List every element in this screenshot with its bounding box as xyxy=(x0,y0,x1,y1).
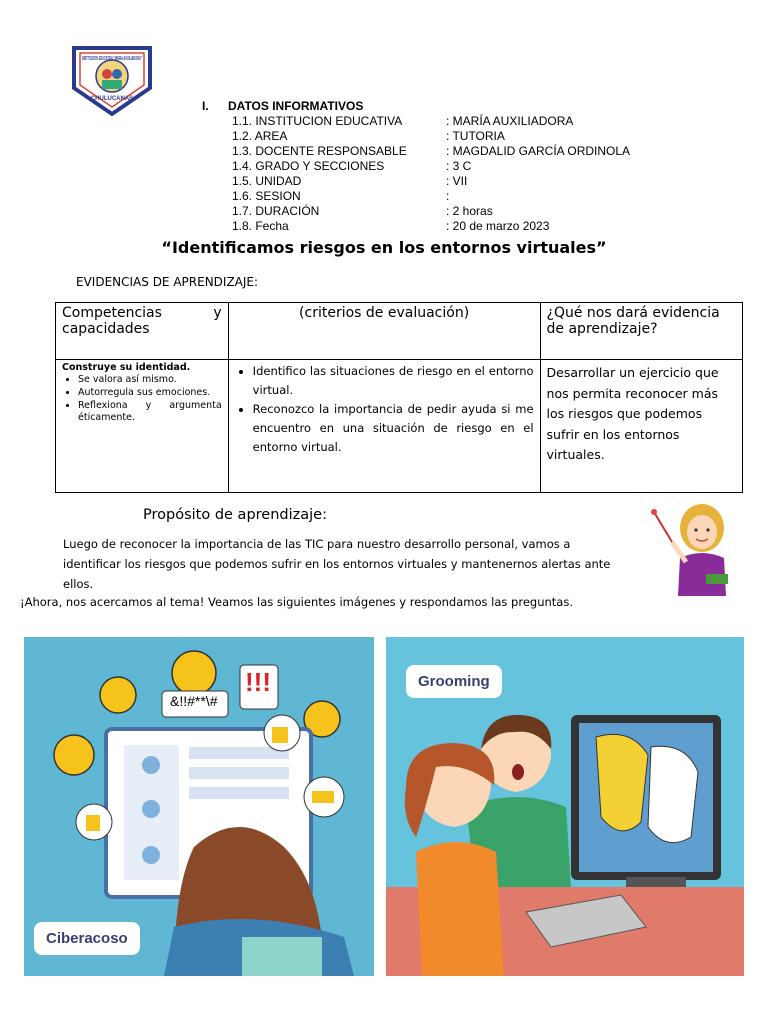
list-item: • Reflexiona y argumenta éticamente. xyxy=(78,400,222,424)
dato-label: 1.2. AREA xyxy=(232,129,288,143)
competencia-lead: Construye su identidad. xyxy=(62,362,191,373)
dato-row xyxy=(232,144,630,159)
dato-row xyxy=(232,219,630,234)
exclamation-text: !!! xyxy=(245,667,271,697)
dato-value: : 3 C xyxy=(446,159,472,173)
dato-label: 1.1. INSTITUCION EDUCATIVA xyxy=(232,114,403,128)
dato-value: : VII xyxy=(446,174,468,188)
section-title: DATOS INFORMATIVOS xyxy=(228,99,364,113)
session-title: “Identificamos riesgos en los entornos virtuales” xyxy=(161,238,607,257)
datos-list xyxy=(232,114,630,234)
evidencia-cell: Desarrollar un ejercicio que nos permita reconocer más los riesgos que podemos sufrir en los entornos virtuales. xyxy=(540,360,742,493)
evidencias-heading: EVIDENCIAS DE APRENDIZAJE: xyxy=(76,275,259,289)
proposito-text: Luego de reconocer la importancia de las TIC para nuestro desarrollo personal, vamos a identificar los riesgos que podemos sufrir en los entornos virtuales y mantenernos alertas ante ellos. xyxy=(63,537,611,591)
header-criterios: (criterios de evaluación) xyxy=(228,303,540,360)
grooming-label: Grooming xyxy=(406,665,502,698)
dato-value: : 20 de marzo 2023 xyxy=(446,219,550,233)
dato-label: 1.4. GRADO Y SECCIONES xyxy=(232,159,385,173)
competencia-cell xyxy=(56,360,229,493)
dato-value: : xyxy=(446,189,450,203)
criterios-cell xyxy=(228,360,540,493)
grooming-image xyxy=(386,637,744,976)
list-item: • Identifico las situaciones de riesgo en el entorno virtual. xyxy=(253,362,534,400)
dato-value: : MAGDALID GARCÍA ORDINOLA xyxy=(446,144,631,158)
teacher-illustration xyxy=(652,500,732,602)
ciberacoso-image xyxy=(24,637,374,976)
dato-label: 1.8. Fecha xyxy=(232,219,289,233)
dato-row xyxy=(232,174,630,189)
evidence-table xyxy=(55,302,743,493)
section-heading xyxy=(202,99,363,113)
header-word: Competencias xyxy=(62,305,162,321)
header-word: capacidades xyxy=(62,321,150,337)
dato-row xyxy=(232,159,630,174)
dato-row xyxy=(232,189,630,204)
dato-value: : TUTORIA xyxy=(446,129,505,143)
list-item: • Reconozco la importancia de pedir ayuda si me encuentro en una situación de riesgo en el entorno virtual. xyxy=(253,400,534,457)
school-logo xyxy=(70,44,154,116)
dato-label: 1.7. DURACIÓN xyxy=(232,204,320,218)
dato-label: 1.5. UNIDAD xyxy=(232,174,302,188)
dato-label: 1.6. SESION xyxy=(232,189,301,203)
list-item: • Autorregula sus emociones. xyxy=(78,387,222,399)
list-item: • Se valora así mismo. xyxy=(78,374,222,386)
dato-row xyxy=(232,129,630,144)
section-number: I. xyxy=(202,99,209,113)
dato-row xyxy=(232,204,630,219)
header-evidencia: ¿Qué nos dará evidencia de aprendizaje? xyxy=(540,303,742,360)
logo-top-text: INSTITUCION EDUCATIVA "MARIA AUXILIADORA" xyxy=(82,56,143,62)
dato-value: : 2 horas xyxy=(446,204,493,218)
dato-row xyxy=(232,114,630,129)
table-header-row xyxy=(56,303,743,360)
logo-bottom-text: CHULUCANAS xyxy=(90,96,134,102)
table-row xyxy=(56,360,743,493)
dato-label: 1.3. DOCENTE RESPONSABLE xyxy=(232,144,407,158)
proposito-title: Propósito de aprendizaje: xyxy=(143,507,327,523)
intro-text: ¡Ahora, nos acercamos al tema! Veamos las siguientes imágenes y respondamos las preguntas. xyxy=(20,595,573,609)
ciberacoso-label: Ciberacoso xyxy=(34,922,140,955)
header-competencias xyxy=(56,303,229,360)
header-word: y xyxy=(213,305,222,321)
dato-value: : MARÍA AUXILIADORA xyxy=(446,114,574,128)
symbols-text: &!!#**\# xyxy=(170,693,218,709)
